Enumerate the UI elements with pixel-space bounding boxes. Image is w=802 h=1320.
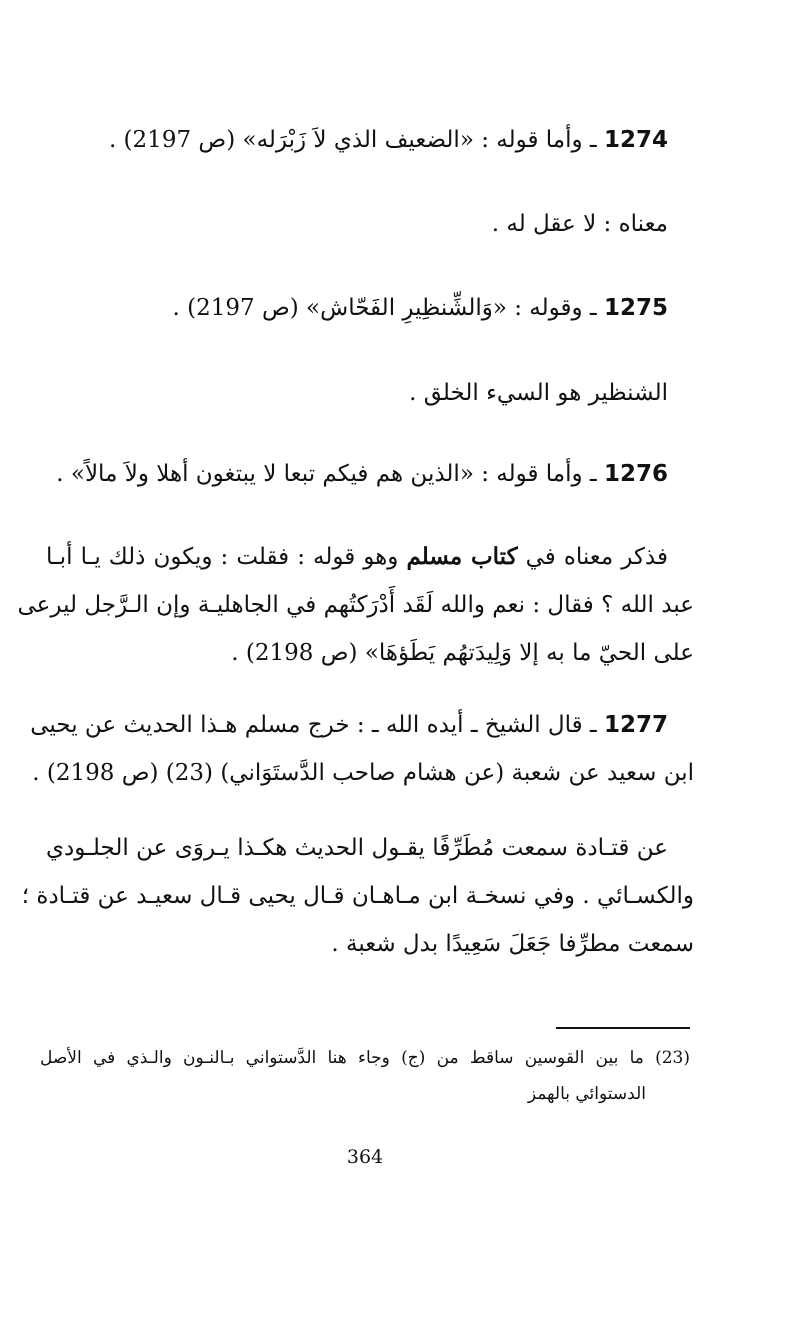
entry-line xyxy=(108,284,668,332)
explanation-1275 xyxy=(108,369,668,417)
entry-text: ـ وقوله : «وَالشِّنظِيرِ الفَحّاش» (ص 2197) . xyxy=(172,295,597,321)
entry-1277 xyxy=(30,701,694,797)
entry-line xyxy=(108,116,668,164)
entry-line: ابن سعيد عن شعبة (عن هشام صاحب الدَّستَوَاني) (23) (ص 2198) . xyxy=(32,760,694,786)
explanation-text: الشنظير هو السيء الخلق . xyxy=(409,380,668,406)
paragraph-line xyxy=(46,533,694,581)
entry-text: ـ وأما قوله : «الذين هم فيكم تبعا لا يبتغون أهلا ولاَ مالاً» . xyxy=(56,461,597,487)
paragraph-text: وهو قوله : فقلت : ويكون ذلك يـا أبـا xyxy=(46,544,399,570)
paragraph-text: فذكر معناه في xyxy=(525,544,668,570)
paragraph-line: على الحيّ ما به إلا وَلِيدَتهُم يَطَؤهَا» (ص 2198) . xyxy=(231,640,694,666)
explanation-1274 xyxy=(108,200,668,248)
entry-1275 xyxy=(108,284,668,332)
entry-number: 1276 xyxy=(603,461,668,487)
footnote-line: الدستوائي بالهمز xyxy=(527,1084,646,1104)
entry-text: ـ قال الشيخ ـ أيده الله ـ : خرج مسلم هـذا الحديث عن يحيى xyxy=(30,712,597,738)
book-title: كتاب مسلم xyxy=(406,543,518,570)
entry-line xyxy=(48,450,668,498)
entry-number: 1274 xyxy=(603,127,668,153)
footnote xyxy=(40,1040,690,1112)
paragraph-line: والكسـائي . وفي نسخـة ابن مـاهـان قـال يحيى قـال سعيـد عن قتـادة ؛ xyxy=(21,883,694,909)
paragraph-line: سمعت مطرِّفا جَعَلَ سَعِيدًا بدل شعبة . xyxy=(331,931,694,957)
entry-number: 1277 xyxy=(603,712,668,738)
entry-number: 1275 xyxy=(603,295,668,321)
entry-line xyxy=(30,701,694,749)
paragraph-muslim-book xyxy=(17,533,694,677)
footnote-line: (23) ما بين القوسين ساقط من (ج) وجاء هنا الدَّستواني بـالنـون والـذي في الأصل xyxy=(40,1048,690,1068)
page-number: 364 xyxy=(346,1146,384,1168)
entry-text: ـ وأما قوله : «الضعيف الذي لاَ زَبْرَله» (ص 2197) . xyxy=(108,127,597,153)
footnote-separator xyxy=(556,1027,690,1029)
paragraph-line: عن قتـادة سمعت مُطَرِّفًا يقـول الحديث هكـذا يـروَى عن الجلـودي xyxy=(46,835,668,861)
entry-1276 xyxy=(48,450,668,498)
explanation-text: معناه : لا عقل له . xyxy=(491,211,668,237)
paragraph-qatada xyxy=(21,824,694,968)
entry-1274 xyxy=(108,116,668,164)
paragraph-line: عبد الله ؟ فقال : نعم والله لَقَد أَدْرَكتُهم في الجاهليـة وإن الـرَّجل ليرعى xyxy=(17,592,694,618)
